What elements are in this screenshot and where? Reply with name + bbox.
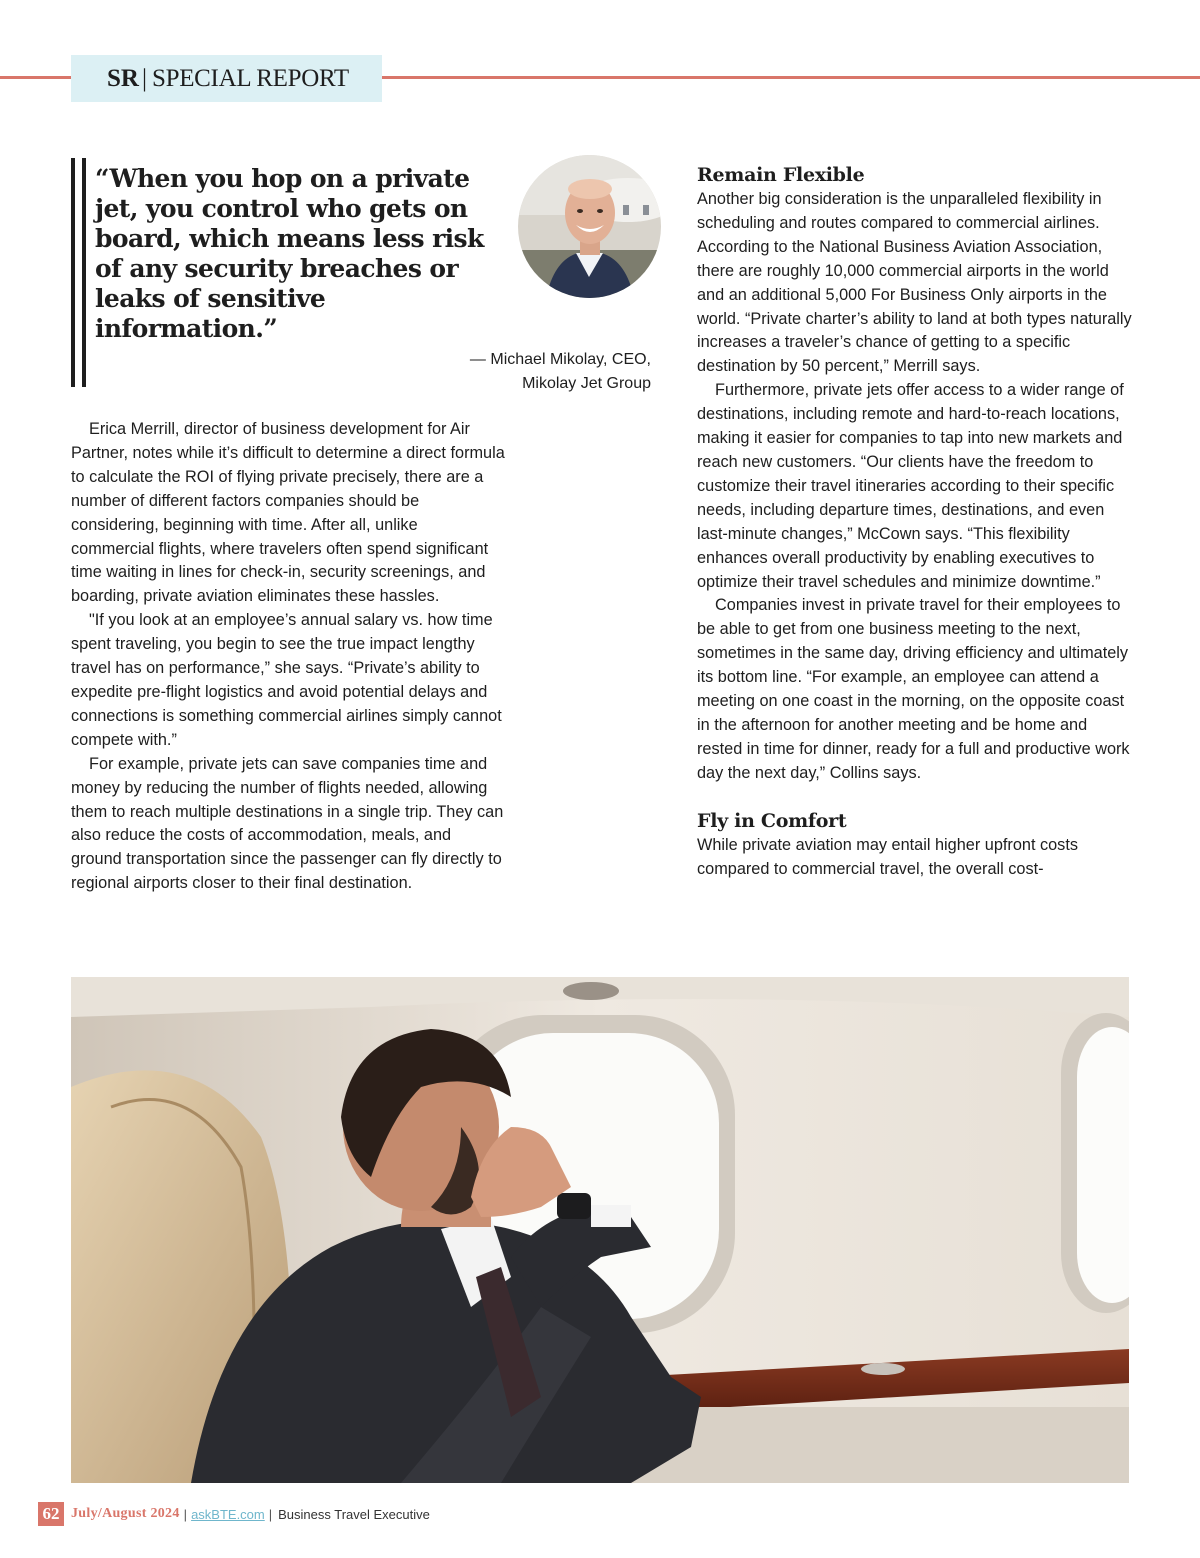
quote-bars bbox=[71, 158, 89, 387]
quote-attribution bbox=[440, 348, 651, 396]
body-paragraph: Furthermore, private jets offer access to a wider range of destinations, including remote and hard-to-reach locations, making it easier for companies to tap into new markets and reach new customers. “Our clients have the freedom to customize their travel itineraries according to their specific needs, including departure times, destinations, and even last-minute changes,” McCown says. “This flexibility enhances overall productivity by enabling executives to optimize their travel schedules and minimize downtime.” bbox=[697, 381, 1124, 591]
portrait-illustration bbox=[518, 155, 661, 298]
cabin-illustration bbox=[71, 977, 1129, 1483]
body-paragraph: While private aviation may entail higher upfront costs compared to commercial travel, the overall cost- bbox=[697, 835, 1078, 878]
left-column bbox=[71, 418, 505, 896]
speaker-portrait bbox=[518, 155, 661, 298]
website-link[interactable]: askBTE.com bbox=[191, 1506, 265, 1522]
quote-bar-left bbox=[71, 158, 75, 387]
body-paragraph: Another big consideration is the unparalleled flexibility in scheduling and routes compared to commercial airlines. According to the National Business Aviation Association, there are roughly 10,000 commercial airports in the world and an additional 5,000 For Business Only airports in the world. “Private charter’s ability to land at both types naturally increases a traveler’s chance of getting to a specific destination by 50 percent,” Merrill says. bbox=[697, 190, 1132, 376]
section-header bbox=[71, 55, 382, 102]
issue-date: July/August 2024 bbox=[71, 1506, 180, 1521]
pull-quote: “When you hop on a private jet, you control who gets on board, which means less risk of any security breaches or leaks of sensitive information.” bbox=[95, 164, 484, 343]
quote-bar-right bbox=[82, 158, 86, 387]
attribution-name: — Michael Mikolay, CEO, bbox=[469, 351, 651, 368]
cabin-photo bbox=[71, 977, 1129, 1483]
body-paragraph: Erica Merrill, director of business development for Air Partner, notes while it’s difficult to determine a direct formula to calculate the ROI of flying private precisely, there are a number of different factors companies should be considering, beginning with time. After all, unlike commercial flights, where travelers often spend significant time waiting in lines for check-in, security screenings, and boarding, private aviation eliminates these hassles. bbox=[71, 420, 505, 606]
footer-divider: | bbox=[183, 1506, 188, 1522]
page-footer bbox=[38, 1502, 430, 1526]
section-title: SPECIAL REPORT bbox=[151, 64, 349, 92]
footer-divider: | bbox=[268, 1506, 273, 1522]
section-code: SR bbox=[107, 64, 139, 92]
body-paragraph: Companies invest in private travel for their employees to be able to get from one business meeting to the next, sometimes in the same day, driving efficiency and ultimately its bottom line. “For example, an employee can attend a meeting on one coast in the morning, on the opposite coast in the afternoon for another meeting and be home and rested in time for dinner, ready for a full and productive work day the next day,” Collins says. bbox=[697, 596, 1130, 782]
attribution-company: Mikolay Jet Group bbox=[522, 375, 651, 392]
body-paragraph: "If you look at an employee’s annual salary vs. how time spent traveling, you begin to see the true impact lengthy travel has on performance,” she says. “Private’s ability to expedite pre-flight logistics and avoid potential delays and connections is something commercial airlines simply cannot compete with.” bbox=[71, 611, 502, 749]
heading-remain-flexible: Remain Flexible bbox=[697, 164, 865, 186]
page-number: 62 bbox=[38, 1502, 64, 1526]
body-paragraph: For example, private jets can save companies time and money by reducing the number of flights needed, allowing them to reach multiple destinations in a single trip. They can also reduce the costs of accommodation, meals, and ground transportation since the passenger can fly directly to regional airports closer to their final destination. bbox=[71, 754, 504, 893]
magazine-name: Business Travel Executive bbox=[278, 1506, 430, 1522]
heading-fly-in-comfort: Fly in Comfort bbox=[697, 809, 847, 832]
right-column bbox=[697, 162, 1133, 881]
section-divider: | bbox=[141, 64, 147, 92]
